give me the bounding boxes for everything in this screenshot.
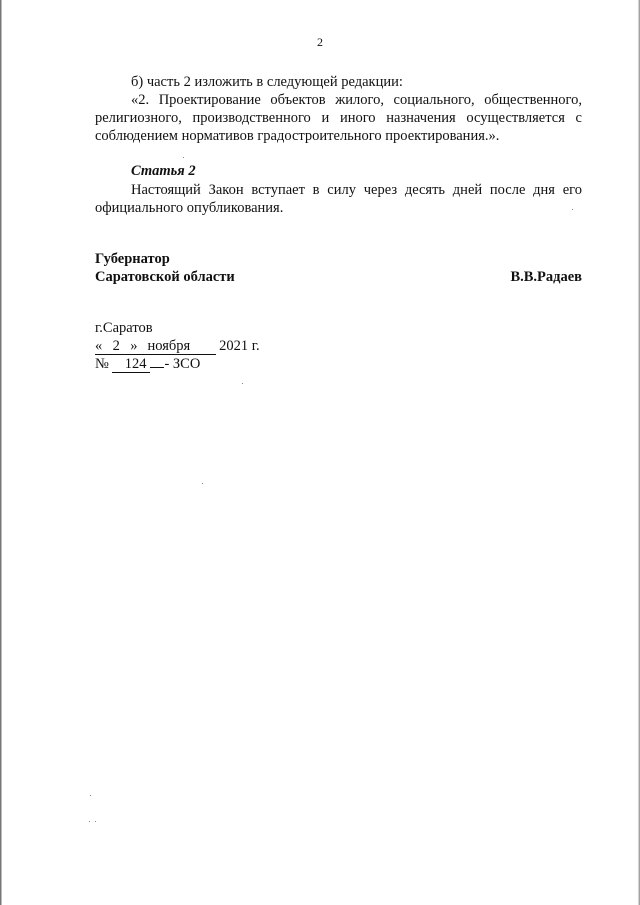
number-suffix: - ЗСО — [164, 356, 201, 372]
scan-edge-left — [0, 0, 2, 905]
scan-speck — [572, 209, 573, 210]
scan-speck — [242, 383, 243, 384]
date-day: 2 — [112, 338, 120, 354]
signer-title-line1: Губернатор — [95, 251, 170, 267]
date-month: ноября — [147, 338, 191, 354]
signature-row — [95, 268, 582, 286]
law-number: 124 — [112, 357, 150, 373]
page-number: 2 — [317, 35, 323, 49]
amendment-intro: б) часть 2 изложить в следующей редакции: — [131, 74, 403, 90]
date-line — [95, 337, 260, 355]
amendment-text: «2. Проектирование объектов жилого, социального, общественного, религиозного, производственного и иного назначения осуществляется с соблюдением нормативов градостроительного проектирования.». — [95, 92, 582, 144]
article-text: Настоящий Закон вступает в силу через десять дней после дня его официального опубликования. — [95, 182, 582, 216]
scan-speck — [183, 157, 184, 158]
scan-speck — [202, 483, 203, 484]
signer-title-line2: Саратовской области — [95, 269, 235, 285]
scan-speck — [89, 821, 90, 822]
article-heading: Статья 2 — [131, 163, 196, 179]
date-close-quote: » — [130, 338, 138, 354]
city: г.Саратов — [95, 320, 153, 336]
place-date-block — [95, 319, 260, 373]
number-sign: № — [95, 356, 109, 372]
date-year: 2021 г. — [219, 338, 260, 354]
signer-name: В.В.Радаев — [510, 269, 582, 285]
date-open-quote: « — [95, 338, 103, 354]
number-line — [95, 355, 260, 373]
scan-speck — [95, 821, 96, 822]
signature-block — [95, 250, 582, 286]
number-underline-tail — [150, 367, 164, 368]
article-section — [95, 181, 582, 217]
scan-speck — [90, 795, 91, 796]
amendment-section — [95, 73, 582, 145]
